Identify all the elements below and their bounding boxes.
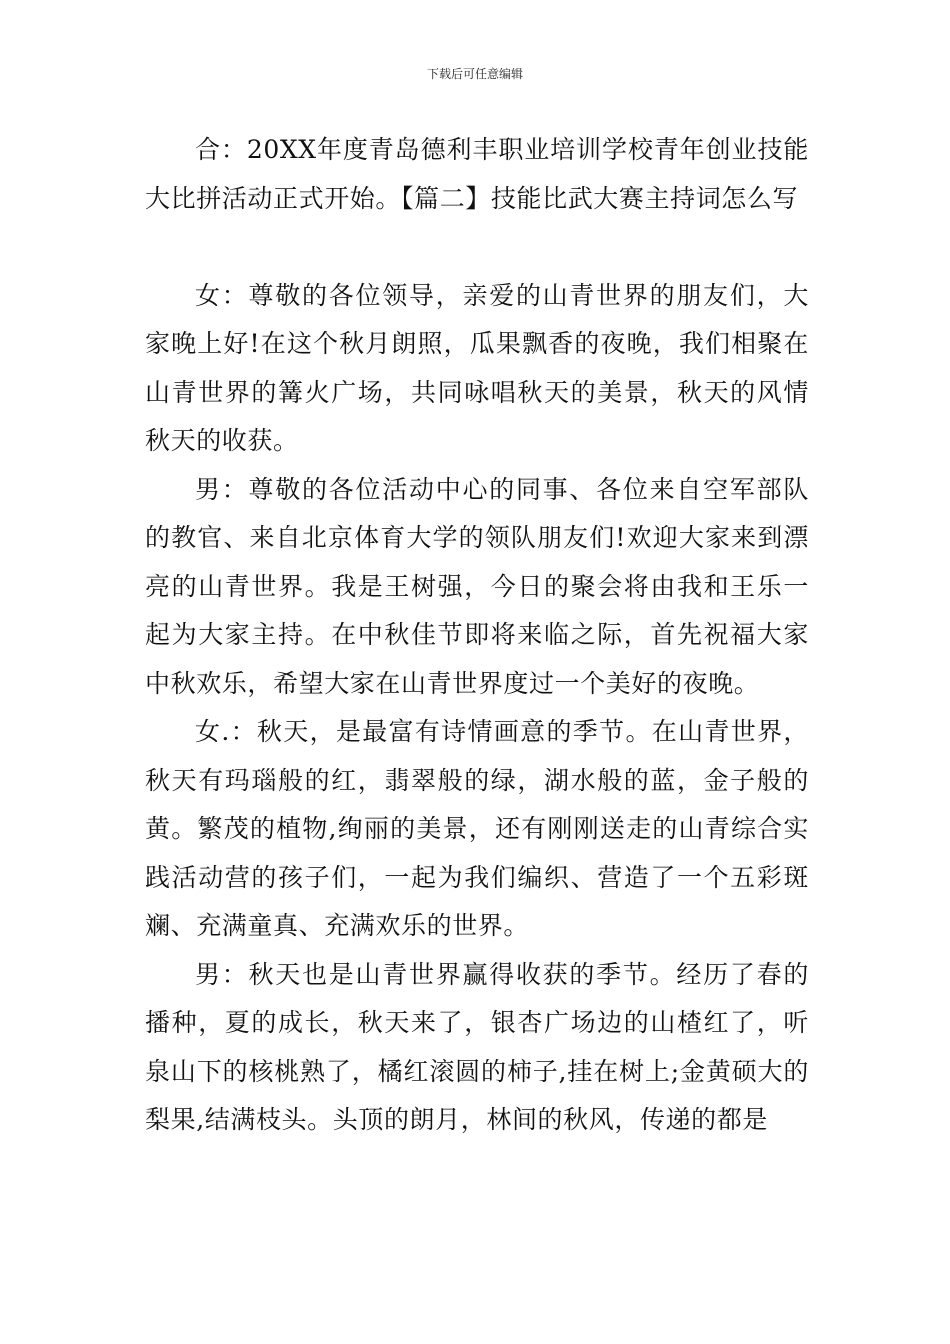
blank-line (145, 223, 809, 272)
paragraph-female-host-2: 女.：秋天，是最富有诗情画意的季节。在山青世界，秋天有玛瑙般的红，翡翠般的绿，湖水般的蓝，金子般的黄。繁茂的植物,绚丽的美景，还有刚刚送走的山青综合实践活动营的孩子们，一起为我们编织、营造了一个五彩斑斓、充满童真、充满欢乐的世界。 (145, 717, 809, 940)
paragraph-male-host-2: 男：秋天也是山青世界赢得收获的季节。经历了春的播种，夏的成长，秋天来了，银杏广场边的山楂红了，听泉山下的核桃熟了，橘红滚圆的柿子,挂在树上;金黄硕大的梨果,结满枝头。头顶的朗月，林间的秋风，传递的都是 (145, 959, 809, 1134)
paragraph-closing-announcement: 合：20XX年度青岛德利丰职业培训学校青年创业技能大比拼活动正式开始。【篇二】技能比武大赛主持词怎么写 (145, 135, 809, 213)
paragraph-female-host-1: 女：尊敬的各位领导，亲爱的山青世界的朋友们，大家晚上好!在这个秋月朗照，瓜果飘香的夜晚，我们相聚在山青世界的篝火广场，共同咏唱秋天的美景，秋天的风情秋天的收获。 (145, 280, 809, 455)
page-header: 下载后可任意编辑 (426, 67, 523, 81)
paragraph-male-host-1: 男：尊敬的各位活动中心的同事、各位来自空军部队的教官、来自北京体育大学的领队朋友们!欢迎大家来到漂亮的山青世界。我是王树强，今日的聚会将由我和王乐一起为大家主持。在中秋佳节即将来临之际，首先祝福大家中秋欢乐，希望大家在山青世界度过一个美好的夜晚。 (145, 474, 809, 698)
document-body (145, 126, 809, 1145)
